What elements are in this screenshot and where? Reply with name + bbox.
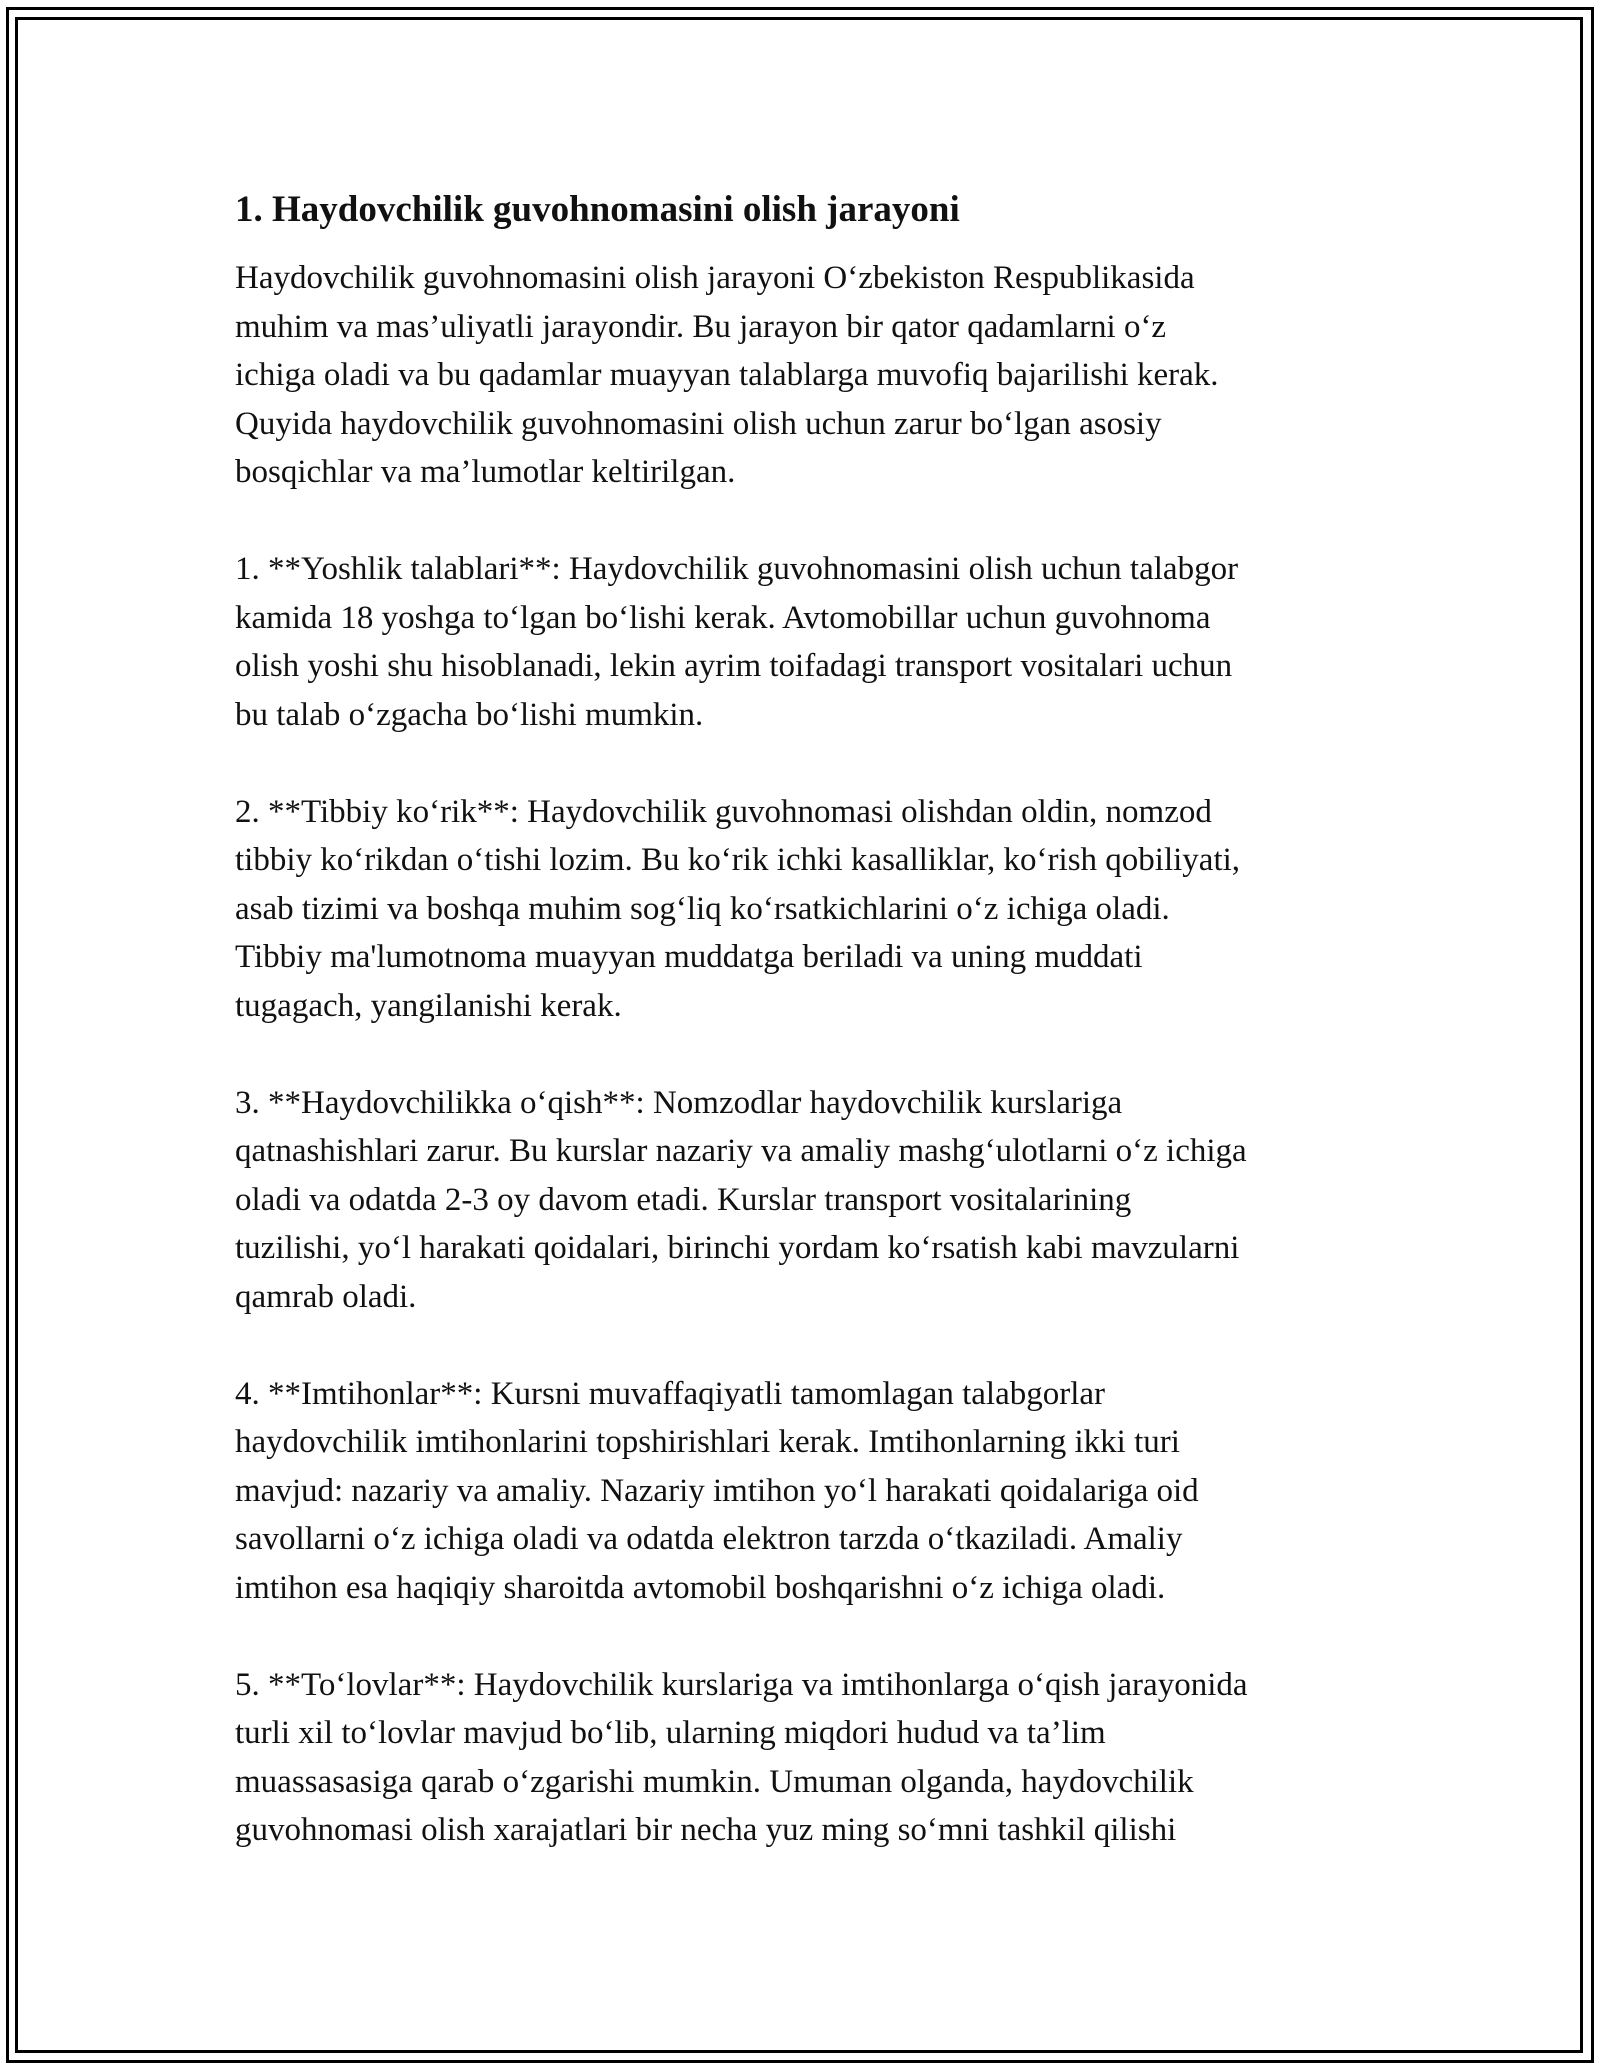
paragraph-fees: 5. **To‘lovlar**: Haydovchilik kurslariga va imtihonlarga o‘qish jarayonida turli xil to‘lovlar mavjud bo‘lib, ularning miqdori hudud va ta’lim muassasasiga qarab o‘zgarishi mumkin. Umuman olganda, haydovchilik guvohnomasi olish xarajatlari bir necha yuz ming so‘mni tashkil qilishi (235, 1666, 1248, 1848)
intro-paragraph: Haydovchilik guvohnomasini olish jarayoni O‘zbekiston Respublikasida muhim va mas’uliyatli jarayondir. Bu jarayon bir qator qadamlarni o‘z ichiga oladi va bu qadamlar muayyan talablarga muvofiq bajarilishi kerak. Quyida haydovchilik guvohnomasini olish uchun zarur bo‘lgan asosiy bosqichlar va ma’lumotlar keltirilgan. (235, 260, 1219, 490)
paragraph-medical-exam: 2. **Tibbiy ko‘rik**: Haydovchilik guvohnomasi olishdan oldin, nomzod tibbiy ko‘rikdan o‘tishi lozim. Bu ko‘rik ichki kasalliklar, ko‘rish qobiliyati, asab tizimi va boshqa muhim sog‘liq ko‘rsatkichlarini o‘z ichiga oladi. Tibbiy ma'lumotnoma muayyan muddatga beriladi va uning muddati tugagach, yangilanishi kerak. (235, 793, 1241, 1024)
paragraph-driving-courses: 3. **Haydovchilikka o‘qish**: Nomzodlar haydovchilik kurslariga qatnashishlari zarur. Bu kurslar nazariy va amaliy mashg‘ulotlarni o‘z ichiga oladi va odatda 2-3 oy davom etadi. Kurslar transport vositalarining tuzilishi, yo‘l harakati qoidalari, birinchi yordam ko‘rsatish kabi mavzularni qamrab oladi. (235, 1084, 1247, 1315)
section-heading: 1. Haydovchilik guvohnomasini olish jarayoni (235, 189, 960, 230)
paragraph-exams: 4. **Imtihonlar**: Kursni muvaffaqiyatli tamomlagan talabgorlar haydovchilik imtihonlarini topshirishlari kerak. Imtihonlarning ikki turi mavjud: nazariy va amaliy. Nazariy imtihon yo‘l harakati qoidalariga oid savollarni o‘z ichiga oladi va odatda elektron tarzda o‘tkaziladi. Amaliy imtihon esa haqiqiy sharoitda avtomobil boshqarishni o‘z ichiga oladi. (235, 1375, 1199, 1606)
document-body (235, 186, 1385, 1903)
paragraph-age-requirements: 1. **Yoshlik talablari**: Haydovchilik guvohnomasini olish uchun talabgor kamida 18 yoshga to‘lgan bo‘lishi kerak. Avtomobillar uchun guvohnoma olish yoshi shu hisoblanadi, lekin ayrim toifadagi transport vositalari uchun bu talab o‘zgacha bo‘lishi mumkin. (235, 551, 1239, 733)
